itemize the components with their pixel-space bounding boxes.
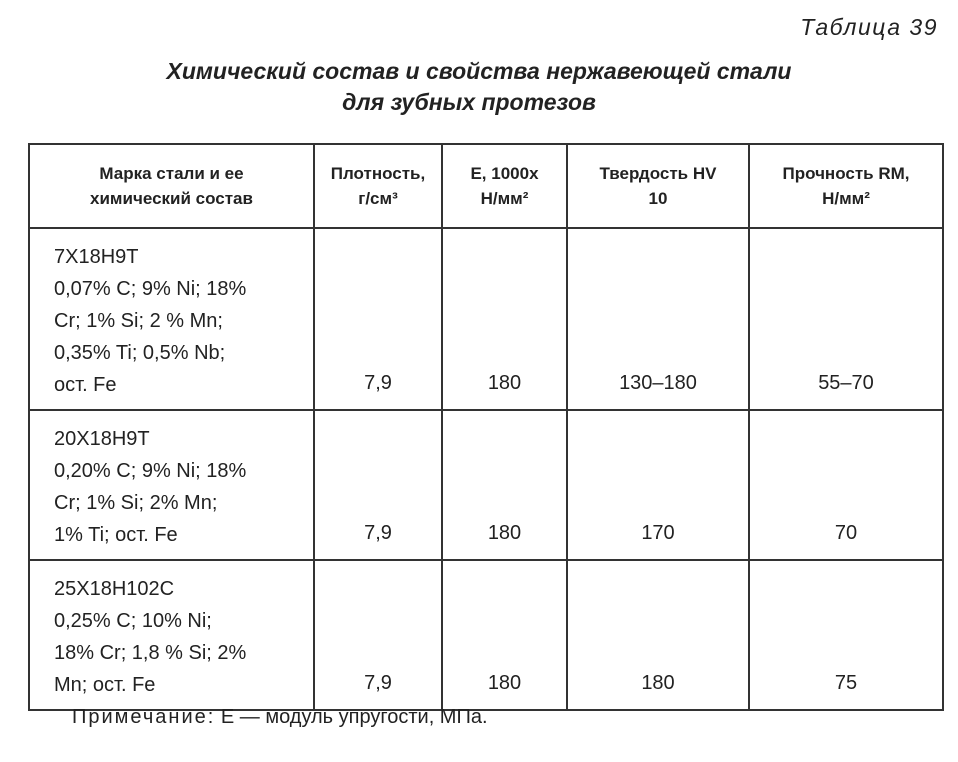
header-composition: Марка стали и ее химический состав xyxy=(29,144,314,228)
table-row xyxy=(29,410,943,560)
title-line-1: Химический состав и свойства нержавеющей стали xyxy=(166,58,792,84)
header-modulus: Е, 1000х Н/мм² xyxy=(442,144,567,228)
hardness-cell: 130–180 xyxy=(567,228,749,410)
density-cell: 7,9 xyxy=(314,560,442,710)
header-row xyxy=(29,144,943,228)
header-strength: Прочность RM, Н/мм² xyxy=(749,144,943,228)
steel-properties-table xyxy=(28,143,944,711)
strength-cell: 75 xyxy=(749,560,943,710)
table-note xyxy=(72,706,488,729)
hardness-cell: 180 xyxy=(567,560,749,710)
density-cell: 7,9 xyxy=(314,410,442,560)
header-hardness: Твердость HV 10 xyxy=(567,144,749,228)
modulus-cell: 180 xyxy=(442,410,567,560)
strength-cell: 70 xyxy=(749,410,943,560)
modulus-cell: 180 xyxy=(442,228,567,410)
modulus-cell: 180 xyxy=(442,560,567,710)
strength-cell: 55–70 xyxy=(749,228,943,410)
table-row xyxy=(29,228,943,410)
note-text: Е — модуль упругости, МПа. xyxy=(220,706,488,728)
table-row xyxy=(29,560,943,710)
density-cell: 7,9 xyxy=(314,228,442,410)
title-line-2: для зубных протезов xyxy=(342,89,596,115)
hardness-cell: 170 xyxy=(567,410,749,560)
composition-cell: 7Х18Н9Т 0,07% С; 9% Ni; 18% Cr; 1% Si; 2 % Mn; 0,35% Ti; 0,5% Nb; ост. Fe xyxy=(29,228,314,410)
note-label: Примечание: xyxy=(72,706,216,728)
table-number: Таблица 39 xyxy=(800,14,938,40)
composition-cell: 25Х18Н102С 0,25% С; 10% Ni; 18% Cr; 1,8 % Si; 2% Mn; ост. Fe xyxy=(29,560,314,710)
composition-cell: 20Х18Н9Т 0,20% С; 9% Ni; 18% Cr; 1% Si; 2% Mn; 1% Ti; ост. Fe xyxy=(29,410,314,560)
table-title xyxy=(0,56,958,118)
header-density: Плотность, г/см³ xyxy=(314,144,442,228)
